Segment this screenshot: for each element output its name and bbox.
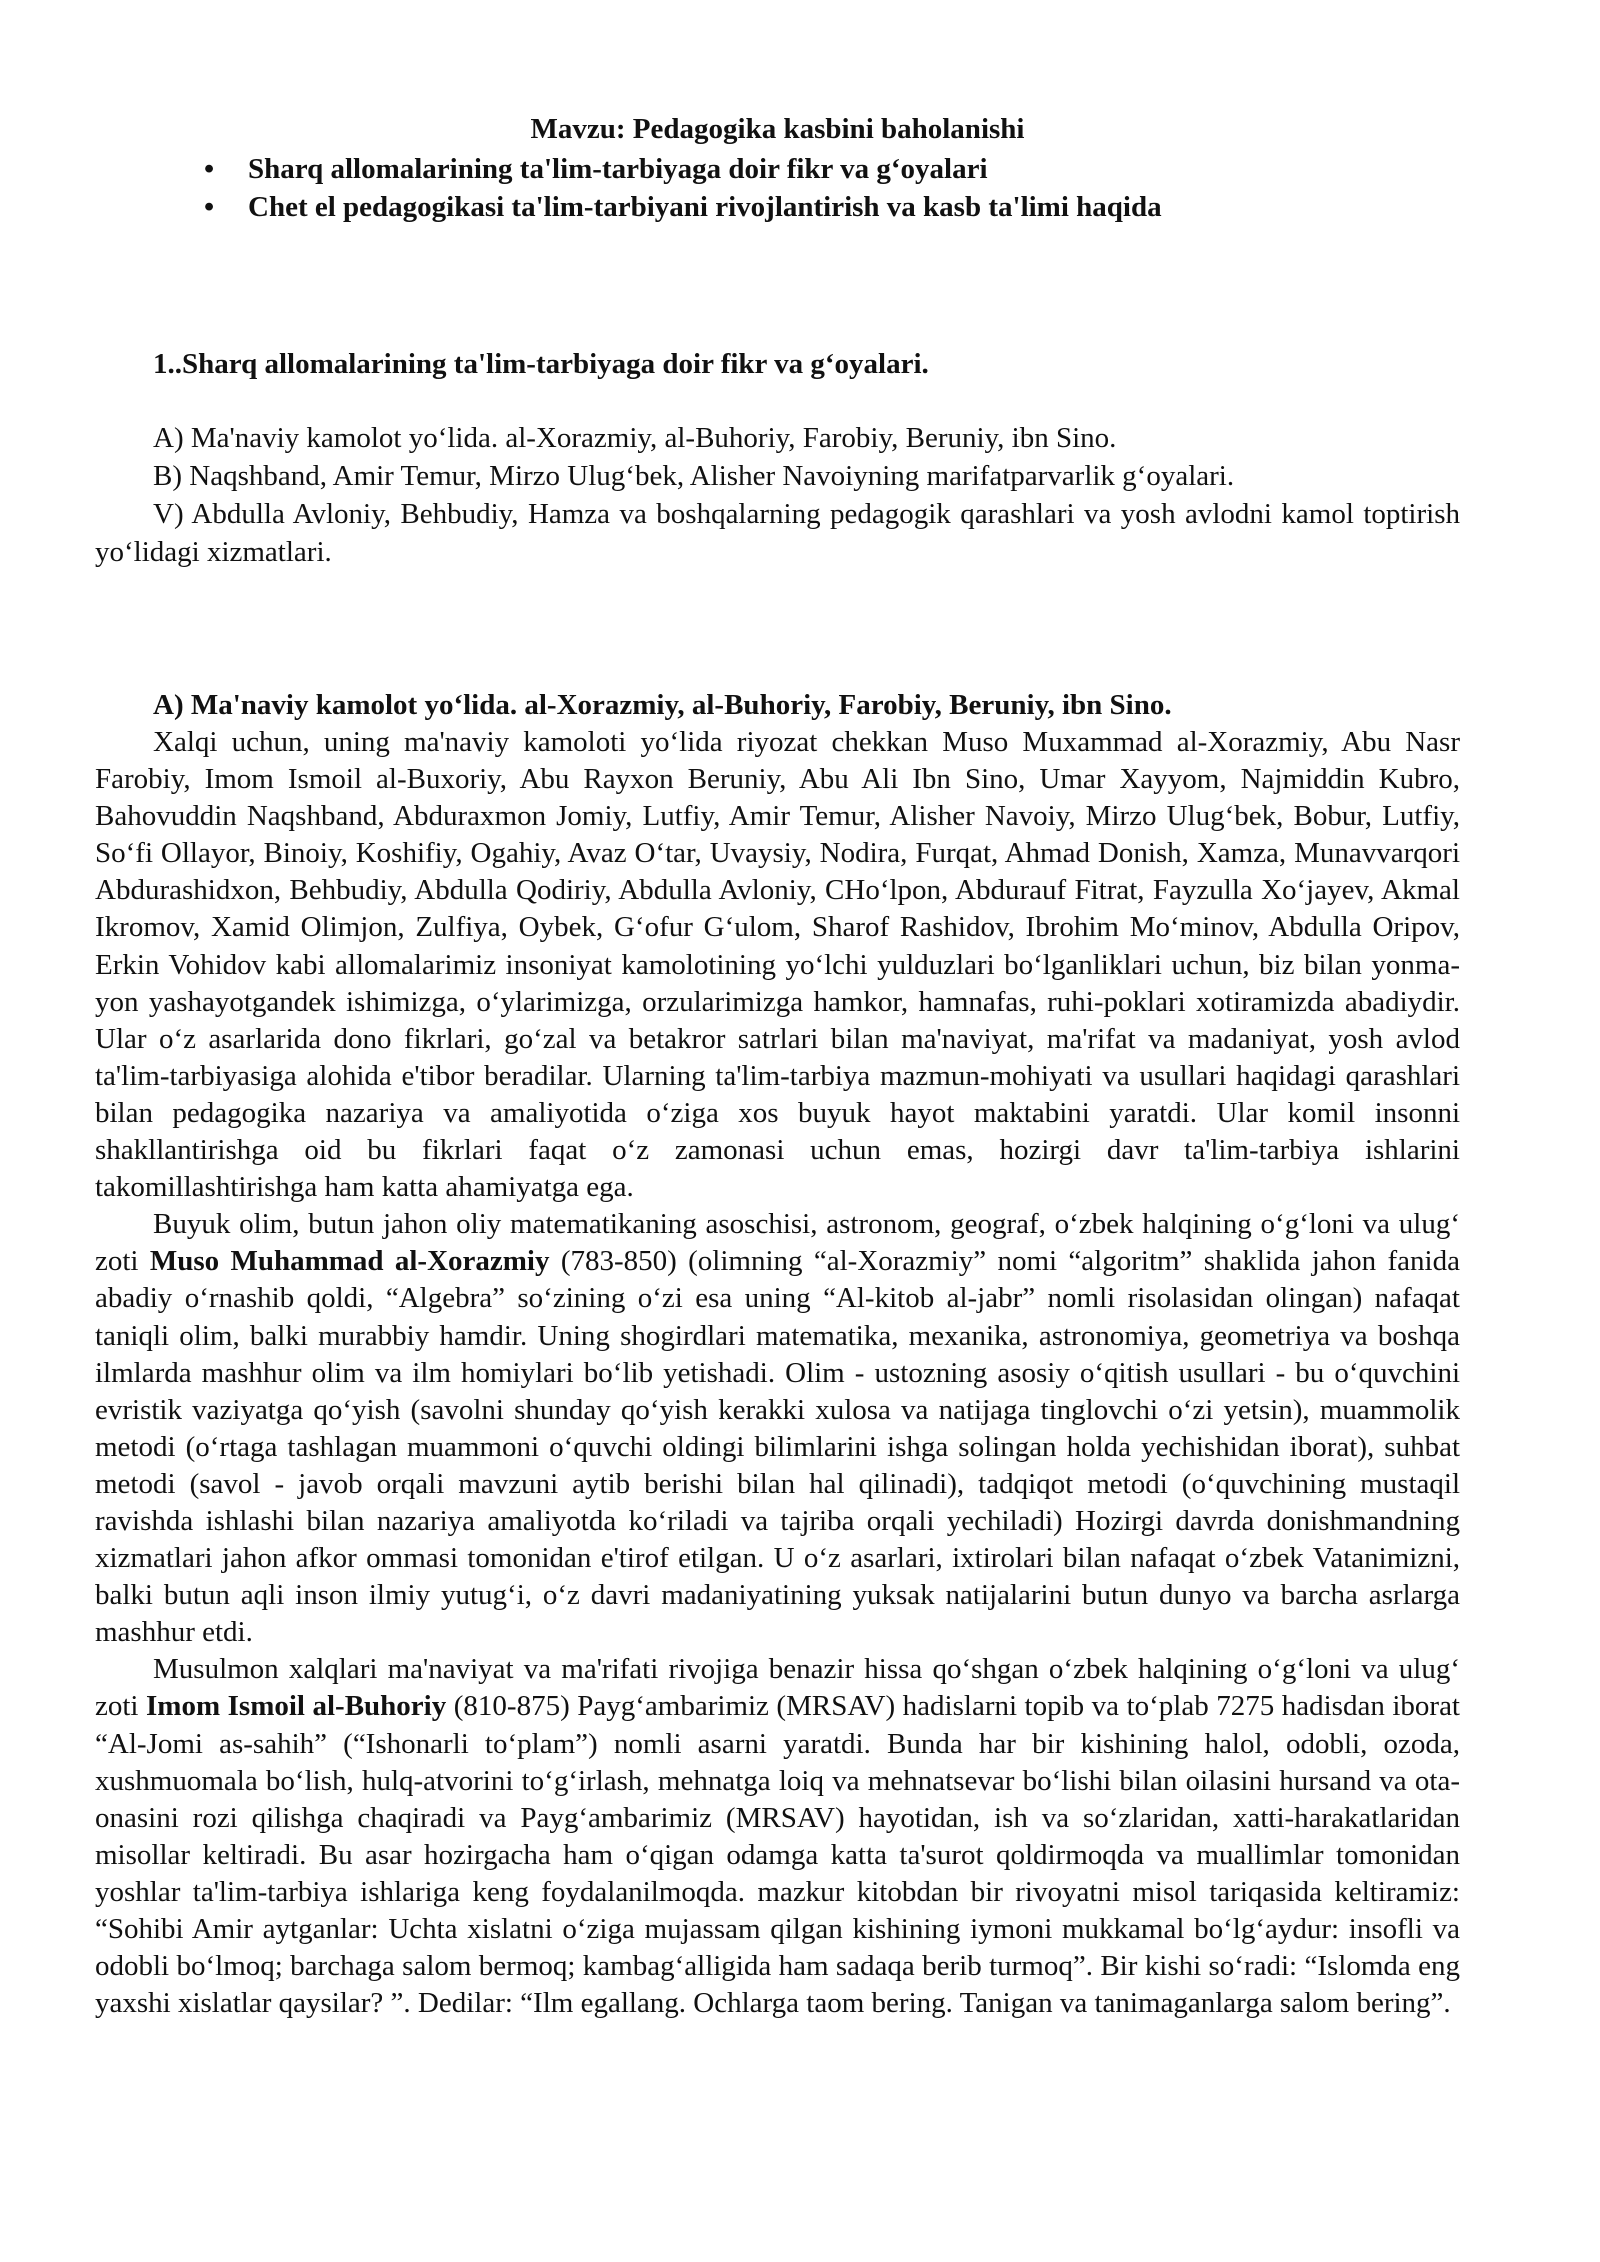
person-name: Imom Ismoil al-Buhoriy bbox=[146, 1690, 447, 1723]
outline-item: A) Ma'naviy kamolot yo‘lida. al-Xorazmiy, al-Buhoriy, Farobiy, Beruniy, ibn Sino. bbox=[153, 422, 1117, 454]
outline-item: B) Naqshband, Amir Temur, Mirzo Ulug‘bek, Alisher Navoiyning marifatparvarlik g‘oyalari. bbox=[153, 460, 1235, 492]
outline-item: V) Abdulla Avloniy, Behbudiy, Hamza va boshqalarning pedagogik qarashlari va yosh avlodni kamol toptirish yo‘lidagi xizmatlari. bbox=[95, 498, 1460, 568]
subsection-heading: A) Ma'naviy kamolot yo‘lida. al-Xorazmiy, al-Buhoriy, Farobiy, Beruniy, ibn Sino. bbox=[153, 689, 1172, 721]
person-name: Muso Muhammad al-Xorazmiy bbox=[149, 1245, 550, 1278]
outline-list bbox=[95, 419, 1460, 571]
document-page bbox=[95, 110, 1460, 2022]
paragraph-text: (810-875) Payg‘ambarimiz (MRSAV) hadislarni topib va to‘plab 7275 hadisdan iborat “Al-Jomi as-sahih” (“Ishonarli to‘plam”) nomli asarni yaratdi. Bunda har bir kishining halol, odobli, ozoda, xushmuomala bo‘lish, hulq-atvorini to‘g‘irlash, mehnatga loiq va mehnatsevar bo‘lishi bilan oilasini hursand va ota-onasini rozi qilishga chaqiradi va Payg‘ambarimiz (MRSAV) hayotidan, ish va so‘zlaridan, xatti-harakatlaridan misollar keltiradi. Bu asar hozirgacha ham o‘qigan odamga katta ta'surot qoldirmoqda va muallimlar tomonidan yoshlar ta'lim-tarbiya ishlariga keng foydalanilmoqda. mazkur kitobdan bir rivoyatni misol tariqasida keltiramiz: “Sohibi Amir aytganlar: Uchta xislatni o‘ziga mujassam qilgan kishining iymoni mukkamal bo‘lg‘aydur: insofli va odobli bo‘lmoq; barchaga salom bermoq; kambag‘alligida ham sadaqa berib turmoq”. Bir kishi so‘radi: “Islomda eng yaxshi xislatlar qaysilar? ”. Dedilar: “Ilm egallang. Ochlarga taom bering. Tanigan va tanimaganlarga salom bering”. bbox=[95, 1690, 1460, 2020]
page-title: Mavzu: Pedagogika kasbini baholanishi bbox=[530, 113, 1025, 145]
section-heading: 1..Sharq allomalarining ta'lim-tarbiyaga doir fikr va g‘oyalari. bbox=[153, 348, 929, 380]
topic-label: Chet el pedagogikasi ta'lim-tarbiyani rivojlantirish va kasb ta'limi haqida bbox=[248, 191, 1162, 223]
topic-item bbox=[200, 188, 1460, 226]
topic-label: Sharq allomalarining ta'lim-tarbiyaga doir fikr va g‘oyalari bbox=[248, 153, 988, 185]
paragraph bbox=[95, 1206, 1460, 1651]
topic-list bbox=[95, 150, 1460, 226]
bullet-icon: • bbox=[204, 153, 215, 185]
bullet-icon: • bbox=[204, 191, 215, 223]
paragraph: Xalqi uchun, uning ma'naviy kamoloti yo‘lida riyozat chekkan Muso Muxammad al-Xorazmiy, Abu Nasr Farobiy, Imom Ismoil al-Buxoriy, Abu Rayxon Beruniy, Abu Ali Ibn Sino, Umar Xayyom, Najmiddin Kubro, Bahovuddin Naqshband, Abduraxmon Jomiy, Lutfiy, Amir Temur, Alisher Navoiy, Mirzo Ulug‘bek, Bobur, Lutfiy, So‘fi Ollayor, Binoiy, Koshifiy, Ogahiy, Avaz O‘tar, Uvaysiy, Nodira, Furqat, Ahmad Donish, Xamza, Munavvarqori Abdurashidxon, Behbudiy, Abdulla Qodiriy, Abdulla Avloniy, CHo‘lpon, Abdurauf Fitrat, Fayzulla Xo‘jayev, Akmal Ikromov, Xamid Olimjon, Zulfiya, Oybek, G‘ofur G‘ulom, Sharof Rashidov, Ibrohim Mo‘minov, Abdulla Oripov, Erkin Vohidov kabi allomalarimiz insoniyat kamolotining yo‘lchi yulduzlari bo‘lganliklari uchun, biz bilan yonma-yon yashayotgandek ishimizga, o‘ylarimizga, orzularimizga hamkor, hamnafas, ruhi-poklari xotiramizda abadiydir. Ular o‘z asarlarida dono fikrlari, go‘zal va betakror satrlari bilan ma'naviyat, ma'rifat va madaniyat, yosh avlod ta'lim-tarbiyasiga alohida e'tibor beradilar. Ularning ta'lim-tarbiya mazmun-mohiyati va usullari haqidagi qarashlari bilan pedagogika nazariya va amaliyotida o‘ziga xos buyuk hayot maktabini yaratdi. Ular komil insonni shakllantirishga oid bu fikrlari faqat o‘z zamonasi uchun emas, hozirgi davr ta'lim-tarbiya ishlarini takomillashtirishga ham katta ahamiyatga ega. bbox=[95, 726, 1460, 1204]
paragraph-text: Musulmon xalqlari ma'naviyat va ma'rifati rivojiga benazir hissa qo‘shgan o‘zbek halqining o‘g‘loni va ulug‘ zoti bbox=[95, 1653, 1460, 1723]
paragraph-text: (783-850) (olimning “al-Xorazmiy” nomi “algoritm” shaklida jahon fanida abadiy o‘rnashib qoldi, “Algebra” so‘zining o‘zi esa uning “Al-kitob al-jabr” nomli risolasidan olingan) nafaqat taniqli olim, balki murabbiy hamdir. Uning shogirdlari matematika, mexanika, astronomiya, geometriya va boshqa ilmlarda mashhur olim va ilm homiylari bo‘lib yetishadi. Olim - ustozning asosiy o‘qitish usullari - bu o‘quvchini evristik vaziyatga qo‘yish (savolni shunday qo‘yish kerakki xulosa va natijaga tinglovchi o‘zi yetsin), muammolik metodi (o‘rtaga tashlagan muammoni o‘quvchi oldingi bilimlarini ishga solingan holda yechishidan iborat), suhbat metodi (savol - javob orqali mavzuni aytib berishi bilan hal qilinadi), tadqiqot metodi (o‘quvchining mustaqil ravishda ishlashi bilan nazariya amaliyotda ko‘riladi va tajriba orqali yechiladi) Hozirgi davrda donishmandning xizmatlari jahon afkor ommasi tomonidan e'tirof etilgan. U o‘z asarlari, ixtirolari bilan nafaqat o‘zbek Vatanimizni, balki butun aqli inson ilmiy yutug‘i, o‘z davri madaniyatining yuksak natijalarini butun dunyo va barcha asrlarga mashhur etdi. bbox=[95, 1245, 1460, 1649]
topic-item bbox=[200, 150, 1460, 188]
paragraph-text: Buyuk olim, butun jahon oliy matematikaning asoschisi, astronom, geograf, o‘zbek halqining o‘g‘loni va ulug‘ zoti bbox=[95, 1208, 1460, 1278]
body-text bbox=[95, 724, 1460, 2022]
paragraph bbox=[95, 1651, 1460, 2022]
